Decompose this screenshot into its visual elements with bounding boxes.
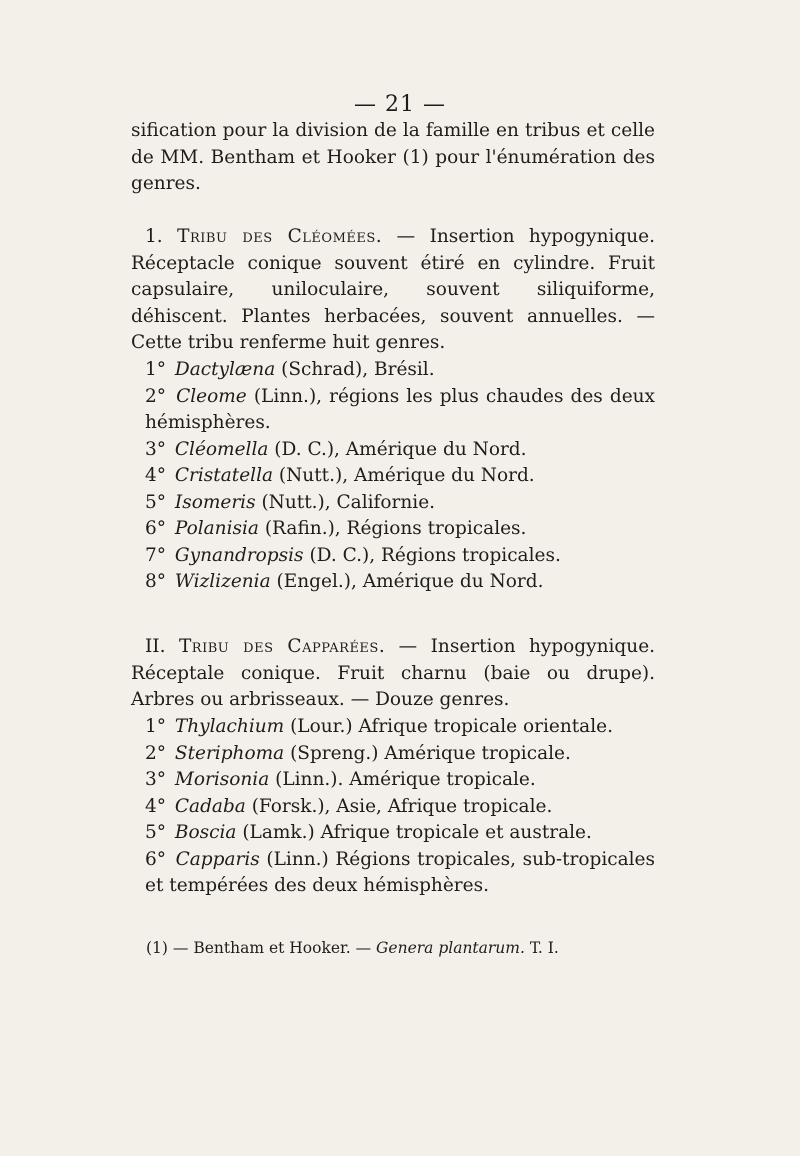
genus-details: (D. C.), Amérique du Nord. [274, 438, 527, 460]
genus-name: Thylachium [174, 716, 285, 737]
genus-details: (Lour.) Afrique tropicale orientale. [290, 716, 613, 737]
list-item [131, 543, 655, 570]
footnote-tail: T. I. [529, 939, 559, 957]
list-item [131, 714, 655, 741]
genus-details: (Forsk.), Asie, Afrique tropicale. [251, 795, 553, 817]
genus-details: (Linn.), régions les plus chaudes des deux hémisphères. [145, 385, 655, 433]
genus-details: (Engel.), Amérique du Nord. [276, 571, 544, 592]
tribe1-number: 1. [145, 226, 163, 247]
genus-name: Capparis [175, 848, 260, 870]
item-number: 6° [145, 848, 167, 870]
list-item [131, 820, 655, 847]
tribe1-genera-list [131, 357, 655, 596]
genus-name: Morisonia [174, 769, 270, 790]
genus-name: Cadaba [174, 795, 246, 817]
genus-details: (Nutt.), Amérique du Nord. [278, 465, 535, 486]
intro-paragraph [131, 118, 655, 198]
item-number: 1° [145, 716, 167, 737]
footnote [146, 937, 666, 959]
tribe1-title: Tribu des Cléomées. [177, 226, 383, 247]
item-number: 2° [145, 385, 167, 407]
list-item [131, 490, 655, 517]
genus-details: (D. C.), Régions tropicales. [309, 544, 561, 566]
genus-details: (Lamk.) Afrique tropicale et australe. [242, 822, 592, 843]
genus-details: (Linn.) Régions tropicales, sub-tropicales et tempérées des deux hémisphères. [145, 848, 656, 896]
tribe1-paragraph [131, 224, 655, 357]
genus-name: Cristatella [174, 465, 274, 486]
genus-name: Isomeris [174, 491, 256, 513]
item-number: 5° [145, 822, 167, 843]
item-number: 8° [145, 571, 167, 592]
list-item [131, 357, 655, 384]
list-item [131, 463, 655, 490]
footnote-title: Genera plantarum. [376, 939, 525, 957]
intro-text: sification pour la division de la famille en tribus et celle de MM. Bentham et Hooker (1) pour l'énumération des genres. [131, 120, 655, 194]
tribe2-genera-list [131, 714, 655, 900]
genus-details: (Rafin.), Régions tropicales. [264, 518, 527, 539]
genus-details: (Linn.). Amérique tropicale. [275, 769, 536, 790]
tribe2-paragraph [131, 634, 655, 714]
item-number: 1° [145, 359, 167, 380]
list-item [131, 437, 655, 464]
genus-details: (Schrad), Brésil. [281, 359, 435, 380]
item-number: 4° [145, 795, 167, 817]
genus-details: (Spreng.) Amérique tropicale. [290, 742, 571, 764]
footnote-marker: (1) [146, 939, 168, 957]
tribe2-number: II. [145, 636, 166, 657]
item-number: 5° [145, 491, 167, 513]
list-item [131, 794, 655, 821]
item-number: 3° [145, 769, 167, 790]
footnote-lead: — Bentham et Hooker. — [172, 939, 372, 957]
list-item [131, 384, 655, 437]
genus-name: Dactylæna [174, 359, 276, 380]
genus-details: (Nutt.), Californie. [261, 491, 436, 513]
genus-name: Cléomella [174, 438, 269, 460]
tribe1-description: — Insertion hypogynique. Réceptacle conique souvent étiré en cylindre. Fruit capsulaire, uniloculaire, souvent siliquiforme, déhiscent. Plantes herbacées, souvent annuelles. — Cette tribu renferme huit genres. [131, 226, 655, 353]
genus-name: Gynandropsis [174, 544, 304, 566]
list-item [131, 516, 655, 543]
page-number: — 21 — [354, 92, 446, 117]
item-number: 4° [145, 465, 167, 486]
item-number: 6° [145, 518, 167, 539]
list-item [131, 569, 655, 596]
item-number: 2° [145, 742, 167, 764]
genus-name: Boscia [174, 822, 237, 843]
list-item [131, 741, 655, 768]
genus-name: Cleome [176, 385, 247, 407]
genus-name: Steriphoma [174, 742, 285, 764]
list-item [131, 847, 655, 900]
tribe2-description: — Insertion hypogynique. Réceptale conique. Fruit charnu (baie ou drupe). Arbres ou arbrisseaux. — Douze genres. [131, 636, 656, 710]
item-number: 7° [145, 544, 167, 566]
item-number: 3° [145, 438, 167, 460]
list-item [131, 767, 655, 794]
tribe2-title: Tribu des Capparées. [178, 636, 386, 657]
genus-name: Wizlizenia [174, 571, 271, 592]
genus-name: Polanisia [174, 518, 259, 539]
